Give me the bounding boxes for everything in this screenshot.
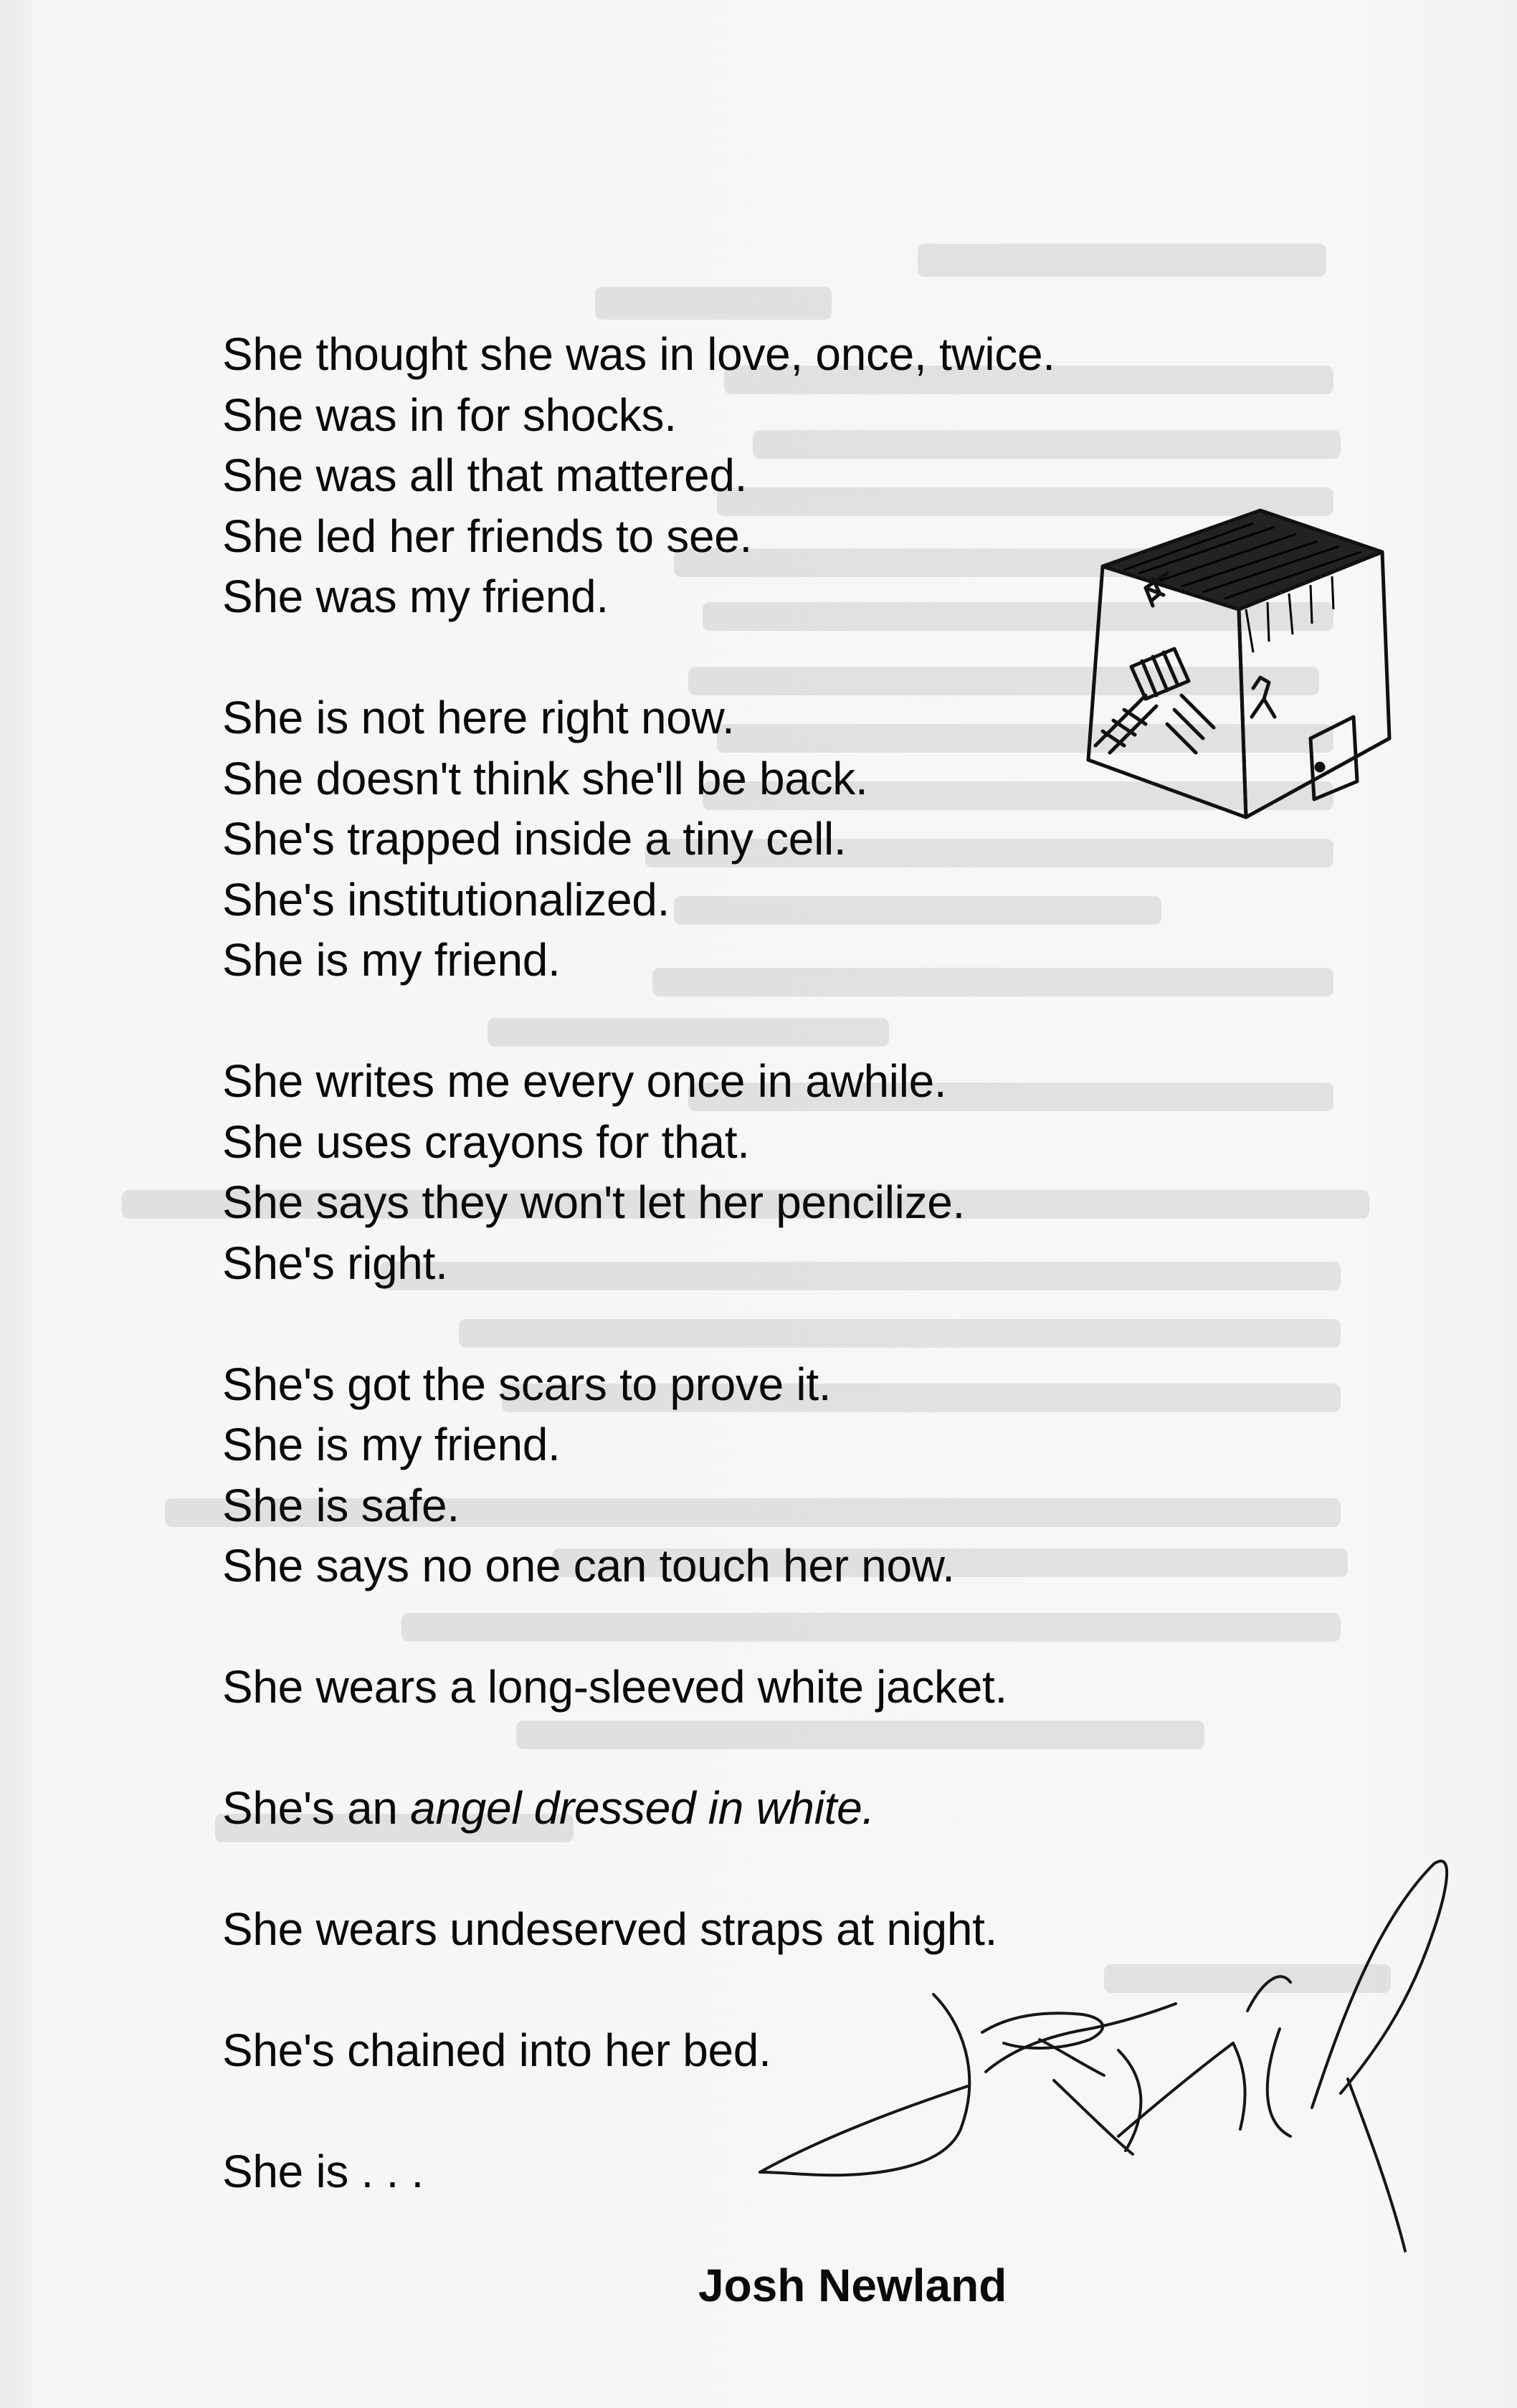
poem-line: She is not here right now. — [222, 692, 735, 743]
poem-line: She is my friend. — [222, 1419, 561, 1470]
poem-line: She wears undeserved straps at night. — [222, 1903, 998, 1955]
poem-line: She's trapped inside a tiny cell. — [222, 813, 847, 865]
poem-line: She is my friend. — [222, 934, 561, 986]
poem-line — [222, 1778, 1298, 1839]
poem-line: She writes me every once in awhile. — [222, 1055, 947, 1107]
padded-cell-drawing-icon — [1081, 502, 1397, 846]
poem-line: She's right. — [222, 1237, 448, 1289]
poem-line: She thought she was in love, once, twice. — [222, 328, 1055, 380]
poem-line: She was my friend. — [222, 571, 609, 622]
handwritten-signature-icon — [746, 1835, 1448, 2265]
poem-line: She uses crayons for that. — [222, 1115, 750, 1168]
italic-phrase: angel dressed in white. — [410, 1782, 875, 1834]
poem-line: She was all that mattered. — [222, 449, 748, 501]
poem-line: She's got the scars to prove it. — [222, 1358, 832, 1410]
poem-line: She's chained into her bed. — [222, 2024, 771, 2076]
author-name: Josh Newland — [698, 2260, 1007, 2311]
poem-line: She says no one can touch her now. — [222, 1540, 955, 1591]
poem-line: She's institutionalized. — [222, 873, 670, 925]
poem-line-start: She's an — [222, 1782, 411, 1834]
poem-line: She led her friends to see. — [222, 510, 753, 562]
stanza-5 — [222, 1657, 1298, 1718]
stanza-3 — [222, 1051, 1298, 1293]
stanza-6 — [222, 1778, 1298, 1839]
stanza-4 — [222, 1354, 1298, 1596]
poem-line: She says they won't let her pencilize. — [222, 1176, 966, 1228]
poem-line: She doesn't think she'll be back. — [222, 752, 868, 804]
poem-line: She wears a long-sleeved white jacket. — [222, 1661, 1007, 1713]
poem-line: She is safe. — [222, 1479, 460, 1531]
poem-line: She was in for shocks. — [222, 389, 677, 441]
poem-line: She is . . . — [222, 2146, 424, 2197]
